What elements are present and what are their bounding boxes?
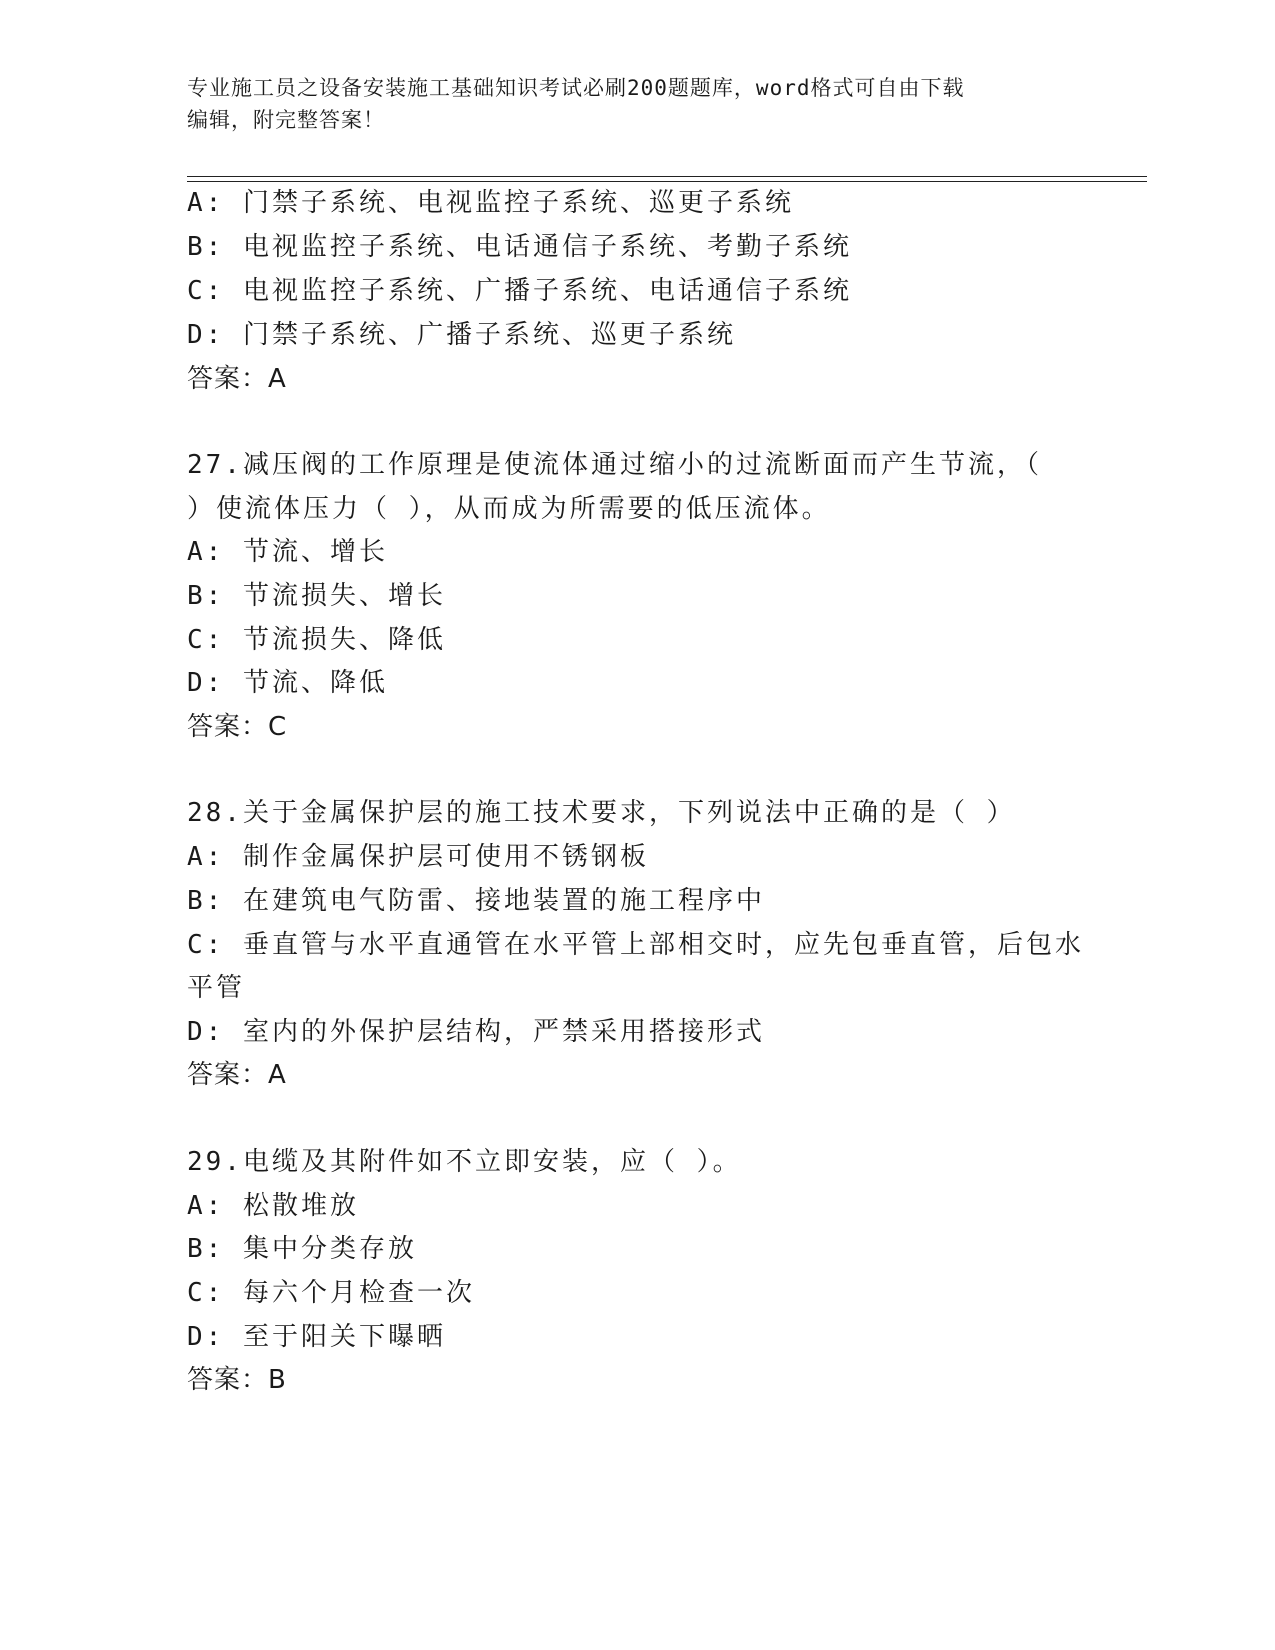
option-a: A: 门禁子系统、电视监控子系统、巡更子系统 — [187, 188, 794, 218]
answer: 答案：A — [187, 1060, 287, 1090]
answer: 答案：A — [187, 364, 287, 394]
header-title-line1: 专业施工员之设备安装施工基础知识考试必刷200题题库，word格式可自由下载 — [187, 76, 965, 100]
answer: 答案：C — [187, 712, 288, 742]
option-b: B: 节流损失、增长 — [187, 581, 446, 611]
option-c: C: 垂直管与水平直通管在水平管上部相交时，应先包垂直管，后包水 — [187, 930, 1084, 960]
option-c: C: 电视监控子系统、广播子系统、电话通信子系统 — [187, 276, 852, 306]
document-header — [187, 72, 1067, 136]
option-b: B: 集中分类存放 — [187, 1234, 417, 1264]
option-a: A: 节流、增长 — [187, 537, 388, 567]
option-d: D: 室内的外保护层结构，严禁采用搭接形式 — [187, 1017, 765, 1047]
option-c-continued: 平管 — [187, 973, 246, 1003]
question-stem: 28.关于金属保护层的施工技术要求，下列说法中正确的是（ ） — [187, 798, 1016, 828]
option-d: D: 门禁子系统、广播子系统、巡更子系统 — [187, 320, 736, 350]
header-divider — [187, 176, 1147, 182]
question-stem-continued: ）使流体压力（ ），从而成为所需要的低压流体。 — [187, 494, 831, 524]
header-title-line2: 编辑，附完整答案！ — [187, 108, 385, 132]
option-b: B: 在建筑电气防雷、接地装置的施工程序中 — [187, 886, 765, 916]
option-d: D: 至于阳关下曝晒 — [187, 1322, 446, 1352]
option-c: C: 节流损失、降低 — [187, 625, 446, 655]
option-d: D: 节流、降低 — [187, 668, 388, 698]
option-a: A: 制作金属保护层可使用不锈钢板 — [187, 842, 649, 872]
option-c: C: 每六个月检查一次 — [187, 1278, 475, 1308]
question-stem: 29.电缆及其附件如不立即安装，应（ ）。 — [187, 1147, 742, 1177]
option-a: A: 松散堆放 — [187, 1191, 359, 1221]
answer: 答案：B — [187, 1365, 287, 1395]
question-stem: 27.减压阀的工作原理是使流体通过缩小的过流断面而产生节流，（ — [187, 450, 1042, 480]
option-b: B: 电视监控子系统、电话通信子系统、考勤子系统 — [187, 232, 852, 262]
